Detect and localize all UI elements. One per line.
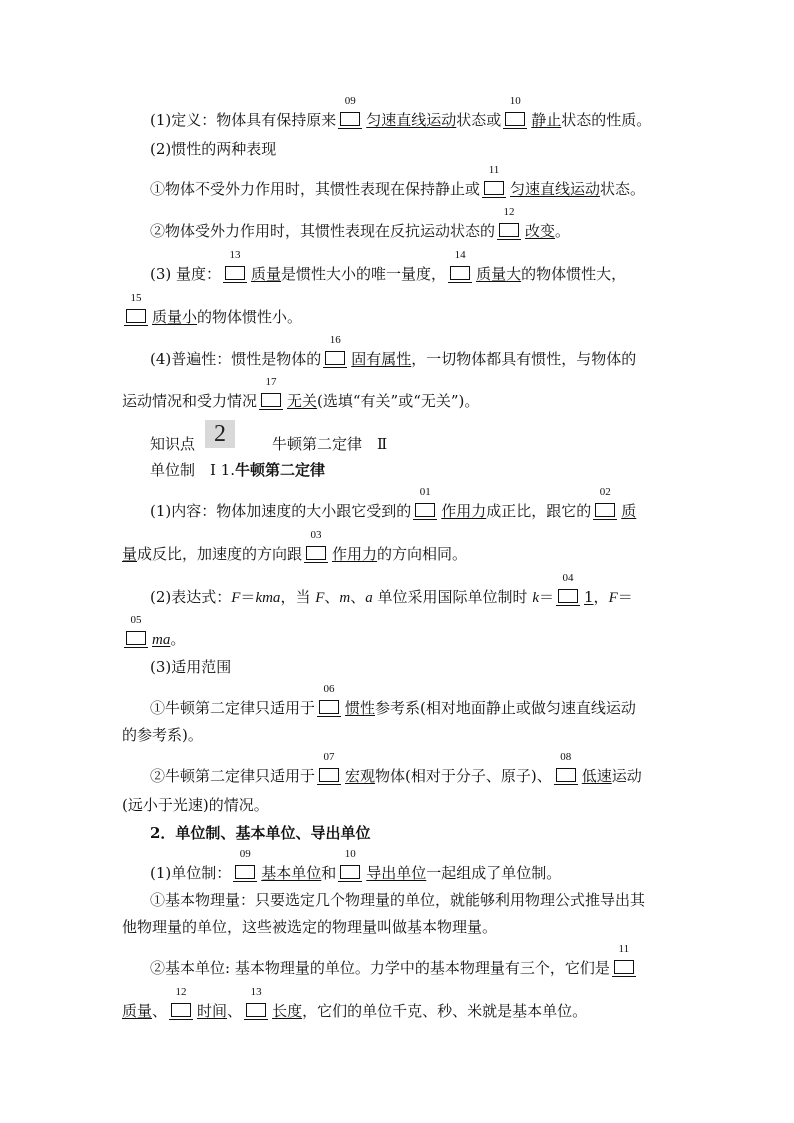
answer-text: 匀速直线运动 <box>366 111 457 129</box>
paragraph-line: 15 质量小的物体惯性小。 <box>122 301 302 327</box>
answer-text: 质量 <box>122 1002 153 1020</box>
paragraph-line: ①物体不受外力作用时，其惯性表现在保持静止或 11 匀速直线运动状态。 <box>150 164 646 198</box>
paragraph-line: ②物体受外力作用时，其惯性表现在反抗运动状态的 12 改变。 <box>150 206 571 240</box>
answer-text: 改变 <box>525 222 556 240</box>
answer-box: 16 <box>323 343 347 368</box>
answer-text: 量 <box>122 545 138 563</box>
paragraph-line: 他物理量的单位，这些被选定的物理量叫做基本物理量。 <box>122 918 498 936</box>
answer-box: 12 <box>169 995 193 1020</box>
answer-box: 07 <box>317 760 341 785</box>
answer-text: 时间 <box>197 1002 228 1020</box>
answer-text: 质量 <box>251 265 282 283</box>
paragraph-line: 运动情况和受力情况 17 无关(选填“有关”或“无关”)。 <box>122 376 480 410</box>
answer-box: 15 <box>124 301 148 326</box>
paragraph-line: 量成反比，加速度的方向跟 03 作用力的方向相同。 <box>122 529 468 563</box>
answer-box: 10 <box>338 857 362 882</box>
knowledge-point-number: 2 <box>205 420 235 448</box>
knowledge-point-subtitle: 单位制 Ⅰ 1.牛顿第二定律 <box>150 461 326 479</box>
answer-box: 14 <box>448 258 472 283</box>
knowledge-point-label: 知识点 <box>150 435 196 453</box>
answer-text: 匀速直线运动 <box>510 180 601 198</box>
paragraph-line: (远小于光速)的情况。 <box>122 796 269 814</box>
paragraph-line: ①牛顿第二定律只适用于 06 惯性参考系(相对地面静止或做匀速直线运动 <box>150 683 636 717</box>
answer-text: 质 <box>621 502 637 520</box>
answer-box: 09 <box>233 857 257 882</box>
section-heading: 2．单位制、基本单位、导出单位 <box>150 824 371 842</box>
answer-box: 10 <box>503 104 527 129</box>
paragraph-line: (1)内容：物体加速度的大小跟它受到的 01 作用力成正比，跟它的 02 质 <box>150 486 637 520</box>
answer-text: ma <box>152 632 171 648</box>
answer-text: 低速 <box>581 767 612 785</box>
answer-text: 作用力 <box>441 502 487 520</box>
answer-box: 13 <box>244 995 268 1020</box>
subheading: (2)惯性的两种表现 <box>150 140 277 158</box>
answer-box: 03 <box>304 538 328 563</box>
definition-line: (1)定义：物体具有保持原来 09 匀速直线运动状态或 10 静止状态的性质。 <box>150 95 652 129</box>
answer-box: 06 <box>317 692 341 717</box>
answer-text: 质量小 <box>152 308 198 326</box>
answer-box: 05 <box>124 623 148 648</box>
paragraph-line: 的参考系)。 <box>122 726 203 744</box>
paragraph-line: (3) 量度： 13 质量是惯性大小的唯一量度， 14 质量大的物体惯性大， <box>150 249 627 283</box>
answer-text: 无关 <box>287 392 318 410</box>
subheading: (3)适用范围 <box>150 658 232 676</box>
paragraph-line: (1)单位制： 09 基本单位和 10 导出单位一起组成了单位制。 <box>150 848 562 882</box>
answer-box: 09 <box>338 104 362 129</box>
answer-box: 04 <box>556 581 580 606</box>
formula-line: (2)表达式：F＝kma，当 F、m、a 单位采用国际单位制时 k＝ 04 1，F＝ <box>150 572 633 606</box>
knowledge-point-title: 牛顿第二定律 Ⅱ <box>272 435 388 453</box>
paragraph-line: ②基本单位: 基本物理量的单位。力学中的基本物理量有三个，它们是 11 <box>150 952 640 978</box>
answer-text: 作用力 <box>332 545 378 563</box>
answer-text: 宏观 <box>345 767 376 785</box>
answer-text: 质量大 <box>476 265 522 283</box>
answer-box: 12 <box>497 215 521 240</box>
answer-text: 静止 <box>531 111 562 129</box>
answer-text: 导出单位 <box>366 864 427 882</box>
paragraph-line: (4)普遍性：惯性是物体的 16 固有属性，一切物体都具有惯性，与物体的 <box>150 334 637 368</box>
formula-line: 05 ma。 <box>122 623 185 650</box>
answer-text: 长度 <box>272 1002 303 1020</box>
answer-box: 17 <box>259 385 283 410</box>
paragraph-line: 质量、 12 时间、 13 长度，它们的单位千克、秒、米就是基本单位。 <box>122 986 588 1020</box>
answer-box: 13 <box>223 258 247 283</box>
answer-box: 01 <box>413 495 437 520</box>
paragraph-line: ①基本物理量：只要选定几个物理量的单位，就能够利用物理公式推导出其 <box>150 891 646 909</box>
answer-box: 02 <box>593 495 617 520</box>
answer-box: 08 <box>554 760 578 785</box>
answer-text: 1 <box>584 588 594 606</box>
answer-text: 固有属性 <box>351 350 412 368</box>
answer-box: 11 <box>482 173 506 198</box>
answer-text: 基本单位 <box>261 864 322 882</box>
answer-box: 11 <box>612 952 636 977</box>
answer-text: 惯性 <box>345 699 376 717</box>
paragraph-line: ②牛顿第二定律只适用于 07 宏观物体(相对于分子、原子)、 08 低速运动 <box>150 751 642 785</box>
